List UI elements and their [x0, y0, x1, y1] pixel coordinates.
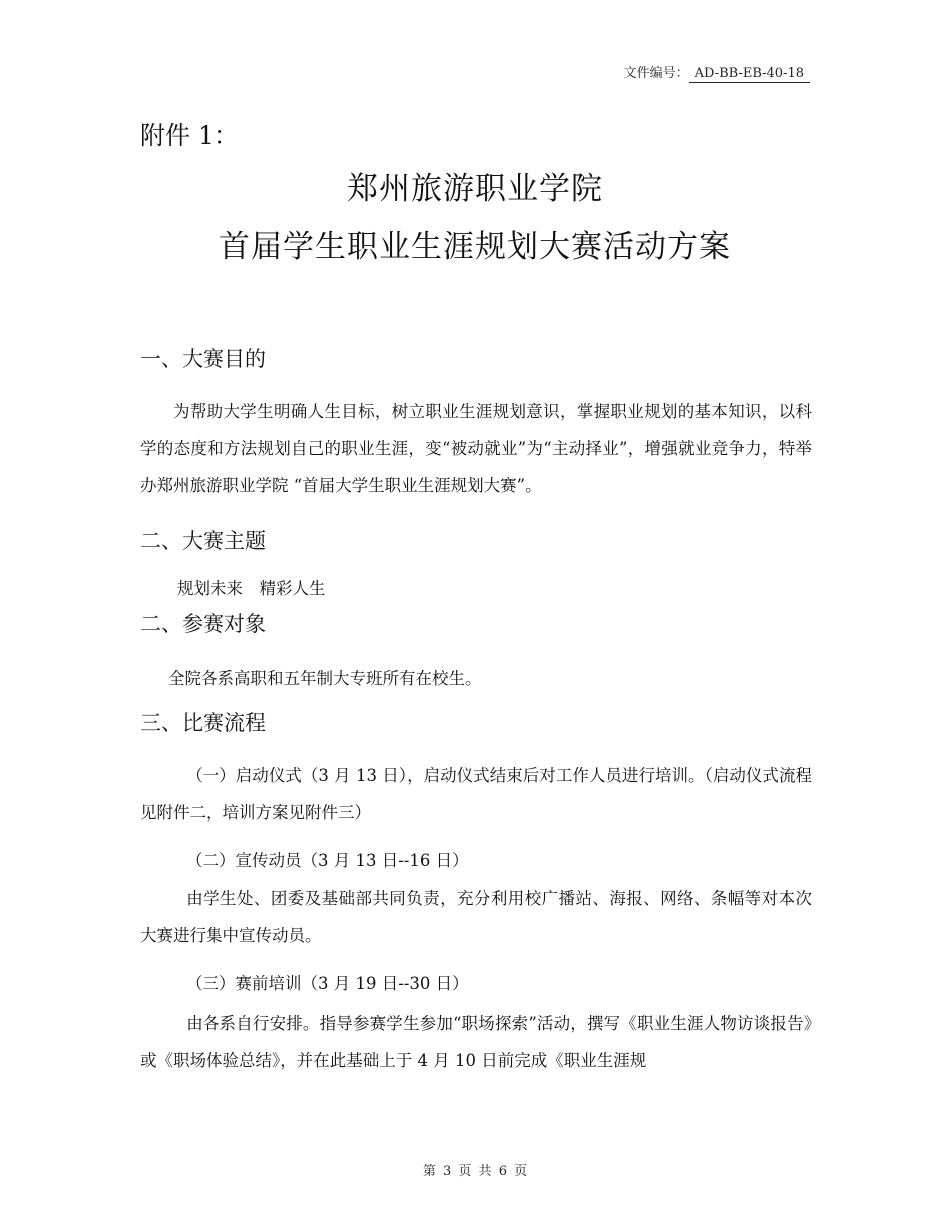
file-number-label: 文件编号： [623, 66, 689, 81]
attachment-label: 附件 1： [140, 121, 239, 150]
participants-text: 全院各系高职和五年制大专班所有在校生。 [168, 669, 482, 688]
page-footer: 第 3 页 共 6 页 [422, 1164, 528, 1179]
title-line-2: 首届学生职业生涯规划大赛活动方案 [219, 229, 731, 265]
title-line-1: 郑州旅游职业学院 [347, 171, 603, 207]
section-heading-process: 三、比赛流程 [140, 711, 266, 735]
section-heading-participants: 二、参赛对象 [140, 612, 266, 636]
file-number [624, 62, 810, 83]
process-paragraph-4: （三）赛前培训（3 月 19 日--30 日） [186, 974, 469, 993]
process-paragraph-2: （二）宣传动员（3 月 13 日--16 日） [186, 851, 469, 870]
process-paragraph-1: （一）启动仪式（3 月 13 日），启动仪式结束后对工作人员进行培训。（启动仪式流程见附件二，培训方案见附件三） [140, 766, 812, 822]
theme-text: 规划未来 精彩人生 [177, 579, 326, 598]
process-paragraph-3: 由学生处、团委及基础部共同负责，充分利用校广播站、海报、网络、条幅等对本次大赛进行集中宣传动员。 [140, 889, 812, 945]
section-heading-purpose: 一、大赛目的 [140, 347, 266, 371]
process-paragraph-5: 由各系自行安排。指导参赛学生参加“职场探索”活动，撰写《职业生涯人物访谈报告》或《职场体验总结》，并在此基础上于 4 月 10 日前完成《职业生涯规 [140, 1014, 812, 1070]
paragraph-purpose: 为帮助大学生明确人生目标，树立职业生涯规划意识，掌握职业规划的基本知识，以科学的态度和方法规划自己的职业生涯，变“被动就业”为“主动择业”，增强就业竞争力，特举办郑州旅游职业学院 “首届大学生职业生涯规划大赛”。 [140, 402, 812, 495]
file-number-value: AD-BB-EB-40-18 [689, 66, 810, 83]
section-heading-theme: 二、大赛主题 [140, 529, 266, 553]
